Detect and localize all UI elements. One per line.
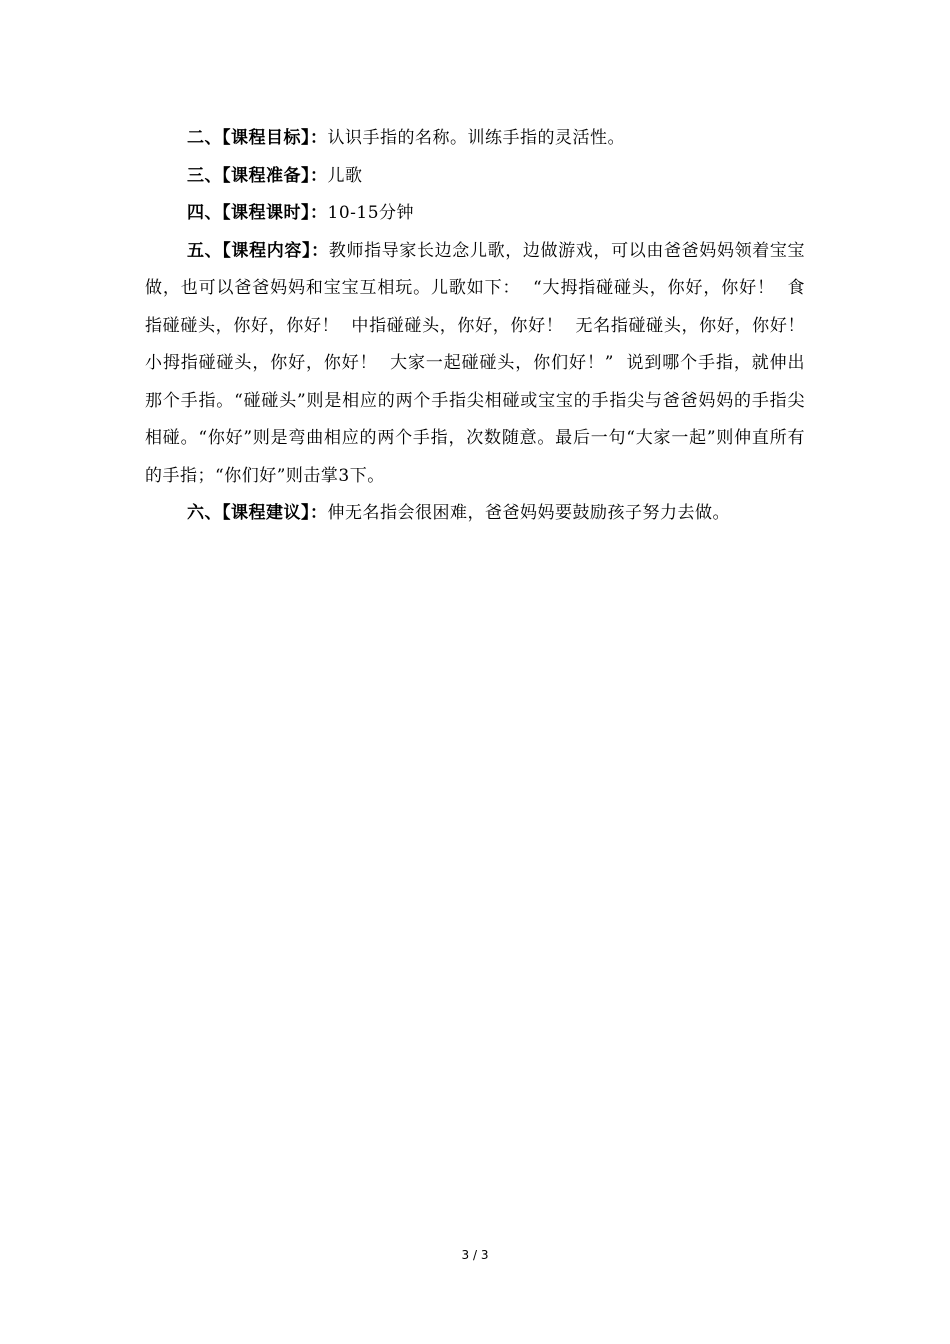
section-suggestion-text: 伸无名指会很困难，爸爸妈妈要鼓励孩子努力去做。 [327, 503, 730, 523]
section-duration-text: 10-15分钟 [327, 203, 415, 223]
section-duration-label: 四、【课程课时】： [187, 203, 328, 223]
section-preparation-text: 儿歌 [327, 165, 363, 186]
section-suggestion-label: 六、【课程建议】： [187, 503, 328, 523]
section-content-label: 五、【课程内容】： [187, 240, 329, 261]
section-preparation-label: 三、【课程准备】： [187, 165, 328, 186]
page-number: 3 / 3 [461, 1248, 489, 1262]
section-duration [145, 195, 805, 233]
section-suggestion [145, 495, 805, 533]
section-content [145, 233, 817, 496]
section-goal-label: 二、【课程目标】： [187, 128, 328, 148]
section-goal-text: 认识手指的名称。训练手指的灵活性。 [327, 128, 625, 148]
section-goal [145, 120, 805, 158]
document-body [145, 120, 817, 533]
section-content-text: 教师指导家长边念儿歌，边做游戏，可以由爸爸妈妈领着宝宝做，也可以爸爸妈妈和宝宝互相玩。儿歌如下： “大拇指碰碰头，你好，你好！ 食指碰碰头，你好，你好！ 中指碰碰头，你好，你好！ 无名指碰碰头，你好，你好！ 小拇指碰碰头，你好，你好！ 大家一起碰碰头，你们好！” 说到哪个手指，就伸出那个手指。“碰碰头”则是相应的两个手指尖相碰或宝宝的手指尖与爸爸妈妈的手指尖相碰。“你好”则是弯曲相应的两个手指，次数随意。最后一句“大家一起”则伸直所有的手指；“你们好”则击掌3下。 [145, 240, 817, 486]
section-preparation [145, 158, 805, 196]
